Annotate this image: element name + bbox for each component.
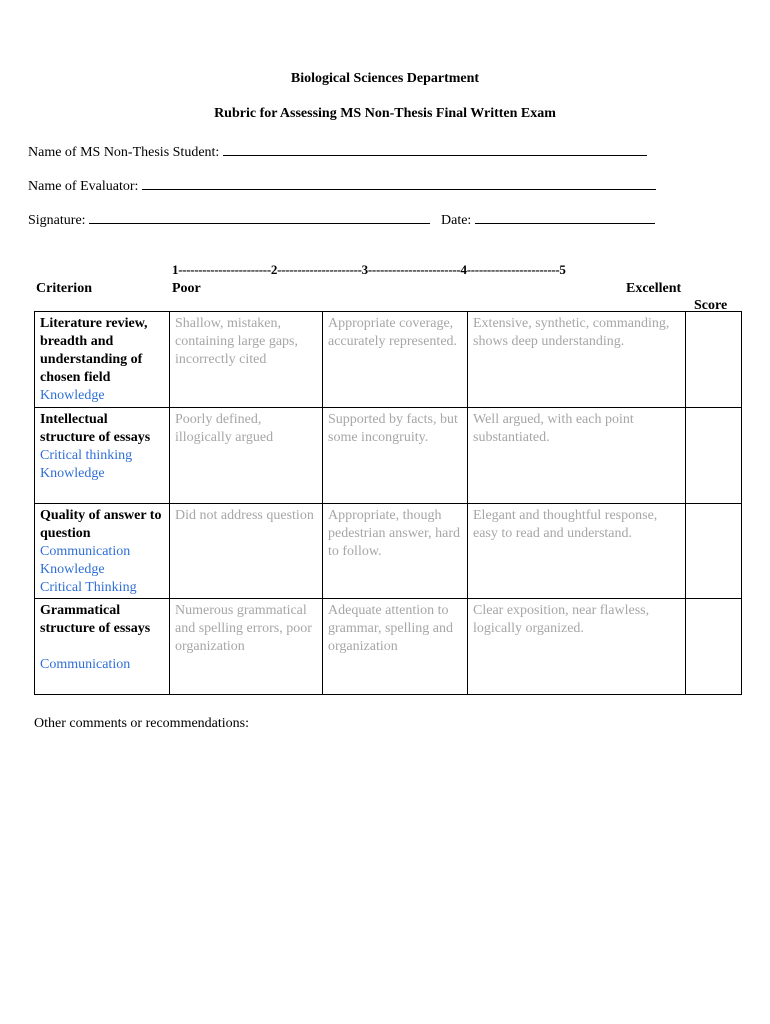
- score-cell[interactable]: [686, 504, 742, 599]
- excellent-descriptor: Extensive, synthetic, commanding, shows deep understanding.: [468, 312, 686, 408]
- criterion-tag: Communication: [40, 657, 131, 672]
- criterion-text: Grammatical structure of essays: [40, 603, 151, 636]
- evaluator-name-label: Name of Evaluator:: [28, 179, 139, 194]
- criterion-tag: Communication: [40, 544, 131, 559]
- page-title: Rubric for Assessing MS Non-Thesis Final Written Exam: [214, 106, 556, 121]
- score-header: Score: [694, 298, 728, 313]
- signature-line[interactable]: [89, 209, 430, 224]
- criterion-tag: Critical thinking: [40, 448, 133, 463]
- score-cell[interactable]: [686, 408, 742, 504]
- comments-label: Other comments or recommendations:: [34, 716, 249, 731]
- poor-descriptor: Numerous grammatical and spelling errors, poor organization: [170, 599, 323, 695]
- mid-descriptor: Appropriate, though pedestrian answer, hard to follow.: [323, 504, 468, 599]
- criterion-header: Criterion: [36, 281, 92, 296]
- department-heading: Biological Sciences Department: [290, 71, 480, 86]
- criterion-cell: [35, 599, 170, 695]
- criterion-tag: Knowledge: [40, 466, 105, 481]
- mid-descriptor: Supported by facts, but some incongruity.: [323, 408, 468, 504]
- excellent-label: Excellent: [626, 281, 682, 296]
- rubric-table: [34, 311, 742, 695]
- poor-descriptor: Shallow, mistaken, containing large gaps, incorrectly cited: [170, 312, 323, 408]
- table-row: [35, 504, 742, 599]
- date-field[interactable]: [441, 209, 655, 229]
- table-row: [35, 599, 742, 695]
- evaluator-name-field[interactable]: [28, 175, 656, 195]
- excellent-descriptor: Well argued, with each point substantiated.: [468, 408, 686, 504]
- table-row: [35, 408, 742, 504]
- criterion-cell: [35, 504, 170, 599]
- criterion-tag: Knowledge: [40, 388, 105, 403]
- rating-scale-line: 1-----------------------2---------------------3-----------------------4-----------------------5: [172, 262, 566, 277]
- date-line[interactable]: [475, 209, 655, 224]
- student-name-field[interactable]: [28, 141, 647, 161]
- student-name-label: Name of MS Non-Thesis Student:: [28, 145, 220, 160]
- criterion-cell: [35, 408, 170, 504]
- date-label: Date:: [441, 213, 472, 228]
- score-cell[interactable]: [686, 312, 742, 408]
- mid-descriptor: Adequate attention to grammar, spelling and organization: [323, 599, 468, 695]
- poor-descriptor: Did not address question: [170, 504, 323, 599]
- signature-field[interactable]: [28, 209, 430, 229]
- criterion-tag: Critical Thinking: [40, 580, 137, 595]
- criterion-text: Intellectual structure of essays: [40, 412, 151, 445]
- poor-descriptor: Poorly defined, illogically argued: [170, 408, 323, 504]
- poor-label: Poor: [172, 281, 201, 296]
- score-cell[interactable]: [686, 599, 742, 695]
- evaluator-name-line[interactable]: [142, 175, 656, 190]
- criterion-cell: [35, 312, 170, 408]
- excellent-descriptor: Clear exposition, near flawless, logically organized.: [468, 599, 686, 695]
- mid-descriptor: Appropriate coverage, accurately represented.: [323, 312, 468, 408]
- excellent-descriptor: Elegant and thoughtful response, easy to read and understand.: [468, 504, 686, 599]
- signature-label: Signature:: [28, 213, 86, 228]
- student-name-line[interactable]: [223, 141, 647, 156]
- criterion-tag: Knowledge: [40, 562, 105, 577]
- criterion-text: Literature review, breadth and understanding of chosen field: [40, 316, 148, 385]
- criterion-text: Quality of answer to question: [40, 508, 162, 541]
- table-row: [35, 312, 742, 408]
